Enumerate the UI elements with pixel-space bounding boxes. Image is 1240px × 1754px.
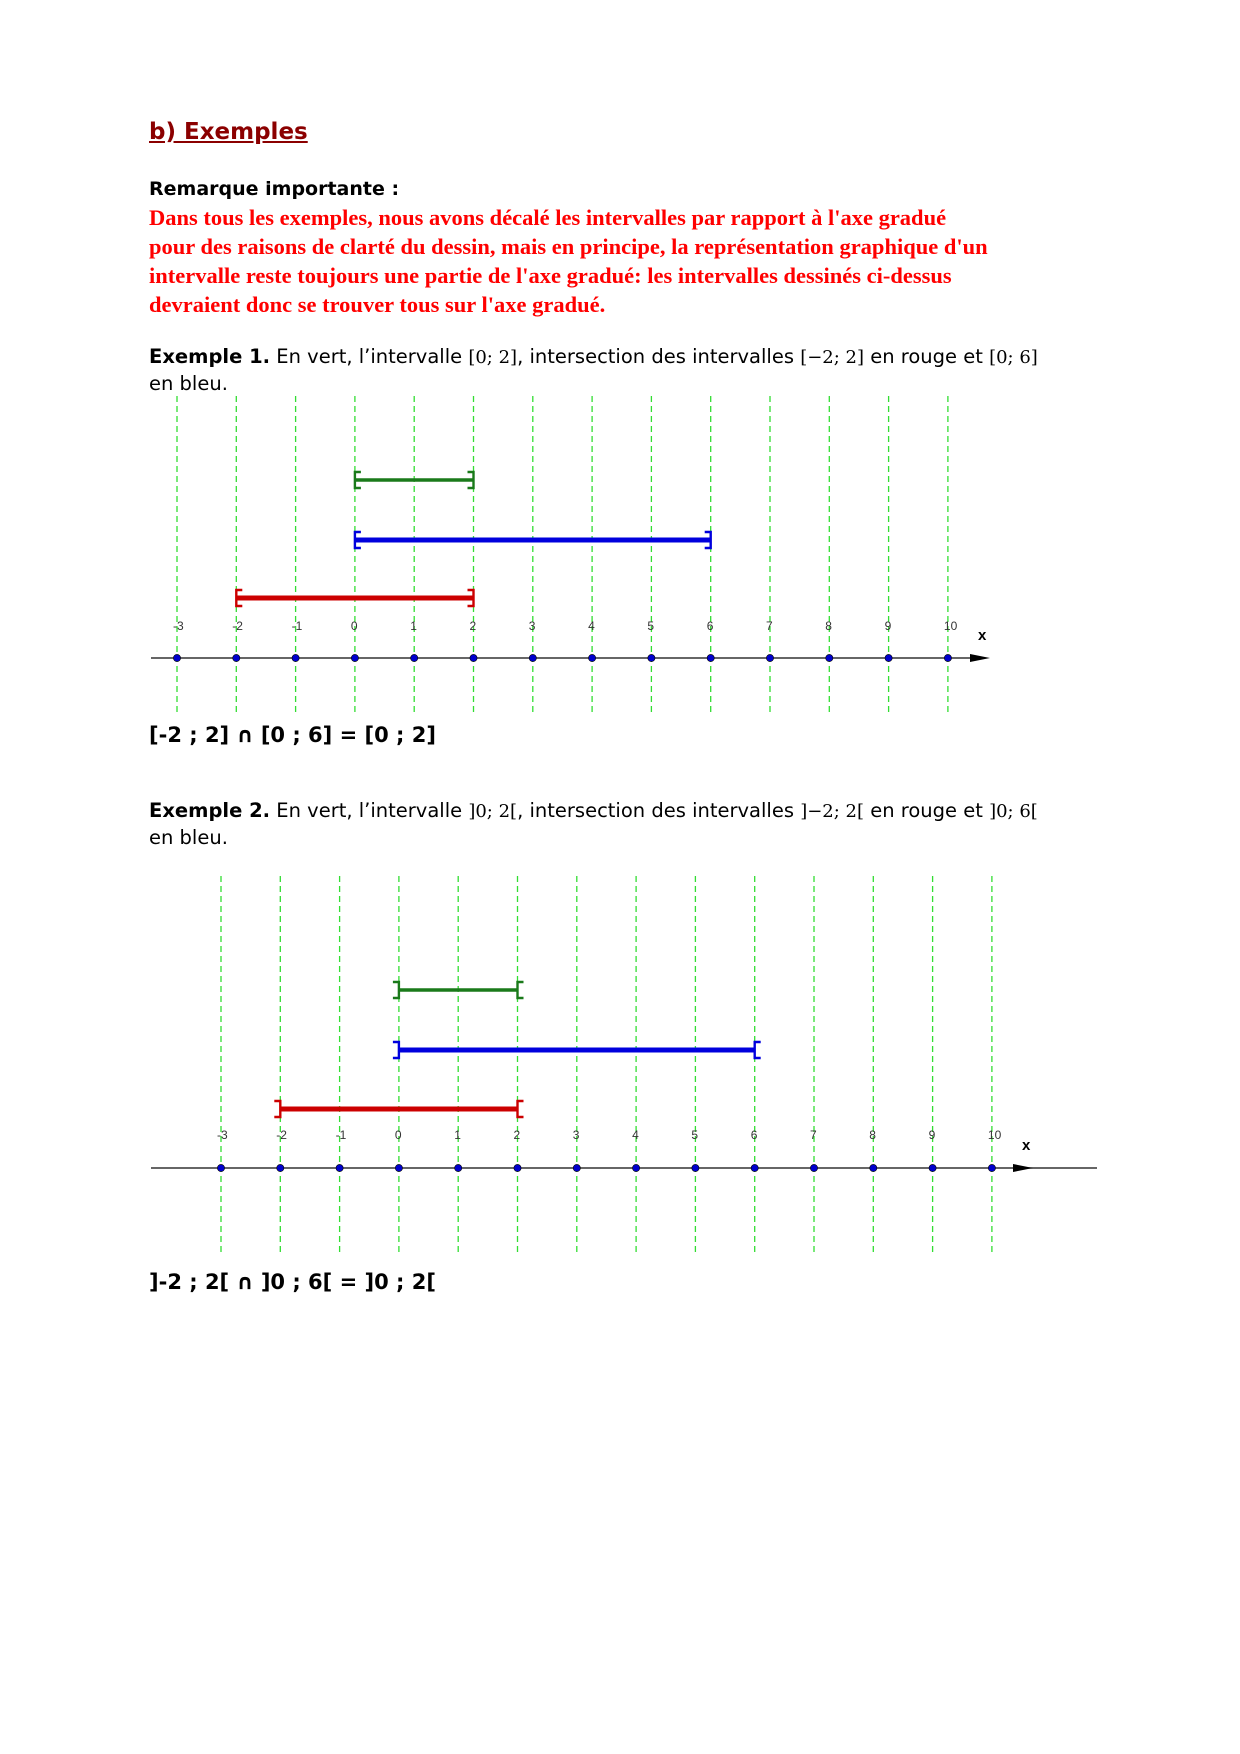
tick-label: 10 <box>943 619 958 633</box>
tick-label: 3 <box>572 1128 580 1142</box>
tick-label: 0 <box>350 619 358 633</box>
tick-label: 10 <box>987 1128 1002 1142</box>
remark-line-3: intervalle reste toujours une partie de l'axe gradué: les intervalles dessinés ci-dessus <box>149 263 952 288</box>
remark-line-2: pour des raisons de clarté du dessin, mais en principe, la représentation graphique d'un <box>149 234 988 259</box>
remark-line-4: devraient donc se trouver tous sur l'axe gradué. <box>149 292 606 317</box>
example-1-result: [-2 ; 2] ∩ [0 ; 6] = [0 ; 2] <box>149 723 436 747</box>
tick-label: 5 <box>647 619 655 633</box>
example-2-math-green: ]0; 2[ <box>468 801 518 822</box>
remark-title: Remarque importante : <box>149 178 400 200</box>
example-1-math-green: [0; 2] <box>468 347 518 368</box>
axis-arrow <box>1013 1164 1033 1172</box>
tick-dot <box>810 1164 817 1171</box>
tick-label: 7 <box>810 1128 817 1142</box>
tick-label: 5 <box>691 1128 699 1142</box>
bracket-red-right <box>518 1101 524 1117</box>
tick-label: -1 <box>291 619 303 633</box>
example-1-label: Exemple 1. <box>149 345 271 368</box>
example-1-text-3: en rouge et <box>864 345 990 368</box>
tick-dot <box>217 1164 224 1171</box>
tick-label: 6 <box>706 619 714 633</box>
x-axis-label: x <box>1022 1137 1031 1154</box>
example-1-math-blue: [0; 6] <box>989 347 1038 368</box>
tick-dot <box>751 1164 758 1171</box>
bracket-blue-left <box>393 1042 399 1058</box>
tick-label: 8 <box>825 619 832 633</box>
tick-label: 9 <box>928 1128 936 1142</box>
tick-label: 3 <box>528 619 536 633</box>
section-heading: b) Exemples <box>149 119 308 145</box>
tick-label: 4 <box>588 619 595 633</box>
tick-dot <box>573 1164 580 1171</box>
tick-label: 9 <box>884 619 892 633</box>
tick-dot <box>277 1164 284 1171</box>
remark-line-1: Dans tous les exemples, nous avons décalé les intervalles par rapport à l'axe gradué <box>149 205 947 230</box>
tick-dot <box>692 1164 699 1171</box>
tick-label: 0 <box>394 1128 402 1142</box>
tick-label: 7 <box>766 619 773 633</box>
tick-dot <box>870 1164 877 1171</box>
x-axis-label: x <box>978 627 987 644</box>
bracket-green-left <box>393 982 399 998</box>
tick-label: 8 <box>869 1128 876 1142</box>
tick-dot <box>395 1164 402 1171</box>
tick-dot <box>633 1164 640 1171</box>
tick-label: 2 <box>469 619 477 633</box>
example-1-text-4: en bleu. <box>149 372 228 395</box>
tick-label: 4 <box>632 1128 639 1142</box>
example-2-text-2: , intersection des intervalles <box>517 799 801 822</box>
tick-label: 1 <box>454 1128 461 1142</box>
tick-label: 1 <box>410 619 417 633</box>
tick-label: -1 <box>335 1128 347 1142</box>
example-1-math-red: [−2; 2] <box>800 347 865 368</box>
example-2-math-blue: ]0; 6[ <box>989 801 1038 822</box>
bracket-red-left <box>274 1101 280 1117</box>
tick-label: 6 <box>750 1128 758 1142</box>
tick-label: -2 <box>276 1128 287 1142</box>
tick-dot <box>988 1164 995 1171</box>
bracket-green-right <box>518 982 524 998</box>
example-2-result: ]-2 ; 2[ ∩ ]0 ; 6[ = ]0 ; 2[ <box>149 1270 436 1294</box>
tick-label: 2 <box>513 1128 521 1142</box>
example-2-text-1: En vert, l’intervalle <box>270 799 469 822</box>
example-1-text-1: En vert, l’intervalle <box>270 345 469 368</box>
tick-dot <box>514 1164 521 1171</box>
tick-dot <box>929 1164 936 1171</box>
tick-dot <box>336 1164 343 1171</box>
bracket-blue-right <box>755 1042 761 1058</box>
tick-label: -3 <box>217 1128 228 1142</box>
tick-label: -3 <box>173 619 184 633</box>
tick-dot <box>455 1164 462 1171</box>
example-2-text-4: en bleu. <box>149 826 228 849</box>
example-2-math-red: ]−2; 2[ <box>800 801 865 822</box>
example-1-text-2: , intersection des intervalles <box>517 345 801 368</box>
example-2-label: Exemple 2. <box>149 799 271 822</box>
example-2-text-3: en rouge et <box>864 799 990 822</box>
tick-label: -2 <box>232 619 243 633</box>
